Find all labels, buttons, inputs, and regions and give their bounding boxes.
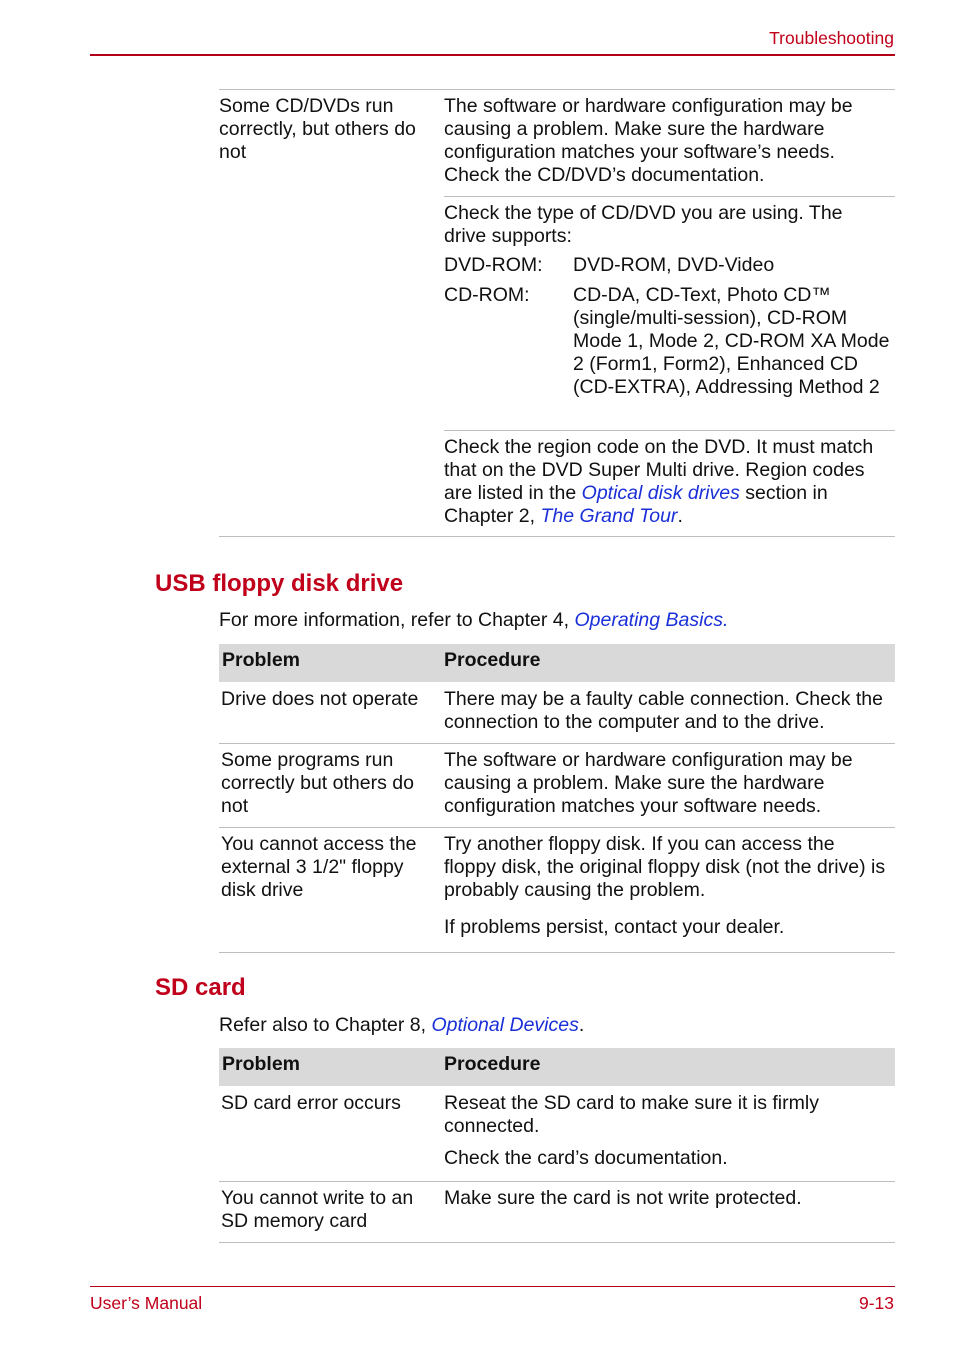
optical-disk-drives-link[interactable]: Optical disk drives <box>581 482 740 504</box>
usb-row-1-procedure: There may be a faulty cable connection. Check the connection to the computer and to the drive. <box>444 688 883 733</box>
sd-row-2-problem: You cannot write to an SD memory card <box>221 1187 414 1232</box>
dvd-rom-value: DVD-ROM, DVD-Video <box>573 254 775 276</box>
table-rule <box>219 1181 895 1182</box>
table-rule <box>219 827 895 828</box>
dvd-rom-label: DVD-ROM: <box>444 254 543 276</box>
usb-row-2-problem: Some programs run correctly but others do not <box>221 749 414 817</box>
sd-col-procedure: Procedure <box>444 1053 541 1075</box>
cd-rom-label: CD-ROM: <box>444 284 530 306</box>
header-rule <box>90 54 895 56</box>
usb-row-3-problem: You cannot access the external 3 1/2" floppy disk drive <box>221 833 417 901</box>
usb-row-3-procedure: Try another floppy disk. If you can access the floppy disk, the original floppy disk (not the drive) is probably causing the problem. <box>444 833 886 901</box>
sd-row-1-procedure-2: Check the card’s documentation. <box>444 1147 728 1169</box>
sd-table-header <box>219 1048 895 1086</box>
sd-section-heading: SD card <box>155 974 246 1001</box>
table-rule <box>444 430 895 431</box>
table-rule <box>219 536 895 537</box>
usb-row-2-procedure: The software or hardware configuration may be causing a problem. Make sure the hardware configuration matches your software needs. <box>444 749 853 817</box>
usb-section-heading: USB floppy disk drive <box>155 570 404 597</box>
optional-devices-link[interactable]: Optional Devices <box>431 1014 579 1036</box>
table-rule <box>219 743 895 744</box>
operating-basics-link[interactable]: Operating Basics <box>574 609 723 631</box>
usb-table-header <box>219 644 895 682</box>
cd-procedure-1: The software or hardware configuration may be causing a problem. Make sure the hardware configuration matches your software’s needs. Check the CD/DVD’s documentation. <box>444 95 853 186</box>
sd-row-2-procedure: Make sure the card is not write protected. <box>444 1187 802 1209</box>
cd-rom-value: CD-DA, CD-Text, Photo CD™ (single/multi-session), CD-ROM Mode 1, Mode 2, CD-ROM XA Mode 2 (Form1, Form2), Enhanced CD (CD-EXTRA), Addressing Method 2 <box>573 284 890 398</box>
table-rule <box>219 89 895 90</box>
usb-row-3-procedure-2: If problems persist, contact your dealer. <box>444 916 785 938</box>
footer-page-number: 9-13 <box>858 1293 894 1313</box>
table-rule <box>444 196 895 197</box>
sd-col-problem: Problem <box>222 1053 301 1075</box>
table-rule <box>219 952 895 953</box>
sd-row-1-procedure: Reseat the SD card to make sure it is firmly connected. <box>444 1092 819 1137</box>
sd-row-1-problem: SD card error occurs <box>221 1092 401 1114</box>
cd-procedure-3: Check the region code on the DVD. It must match that on the DVD Super Multi drive. Region codes are listed in the Optical disk drives section in Chapter 2, The Grand Tour. <box>444 436 874 527</box>
usb-col-problem: Problem <box>222 649 301 671</box>
table-rule <box>219 1242 895 1243</box>
sd-intro: Refer also to Chapter 8, Optional Devices. <box>219 1014 585 1036</box>
usb-row-1-problem: Drive does not operate <box>221 688 419 710</box>
cd-problem-cell: Some CD/DVDs run correctly, but others do not <box>219 95 416 163</box>
cd-procedure-2-intro: Check the type of CD/DVD you are using. The drive supports: <box>444 202 843 247</box>
usb-intro: For more information, refer to Chapter 4, Operating Basics. <box>219 609 729 631</box>
the-grand-tour-link[interactable]: The Grand Tour <box>540 505 678 527</box>
usb-col-procedure: Procedure <box>444 649 541 671</box>
running-header: Troubleshooting <box>769 28 894 48</box>
footer-manual: User’s Manual <box>90 1293 203 1313</box>
footer-rule <box>90 1286 895 1287</box>
